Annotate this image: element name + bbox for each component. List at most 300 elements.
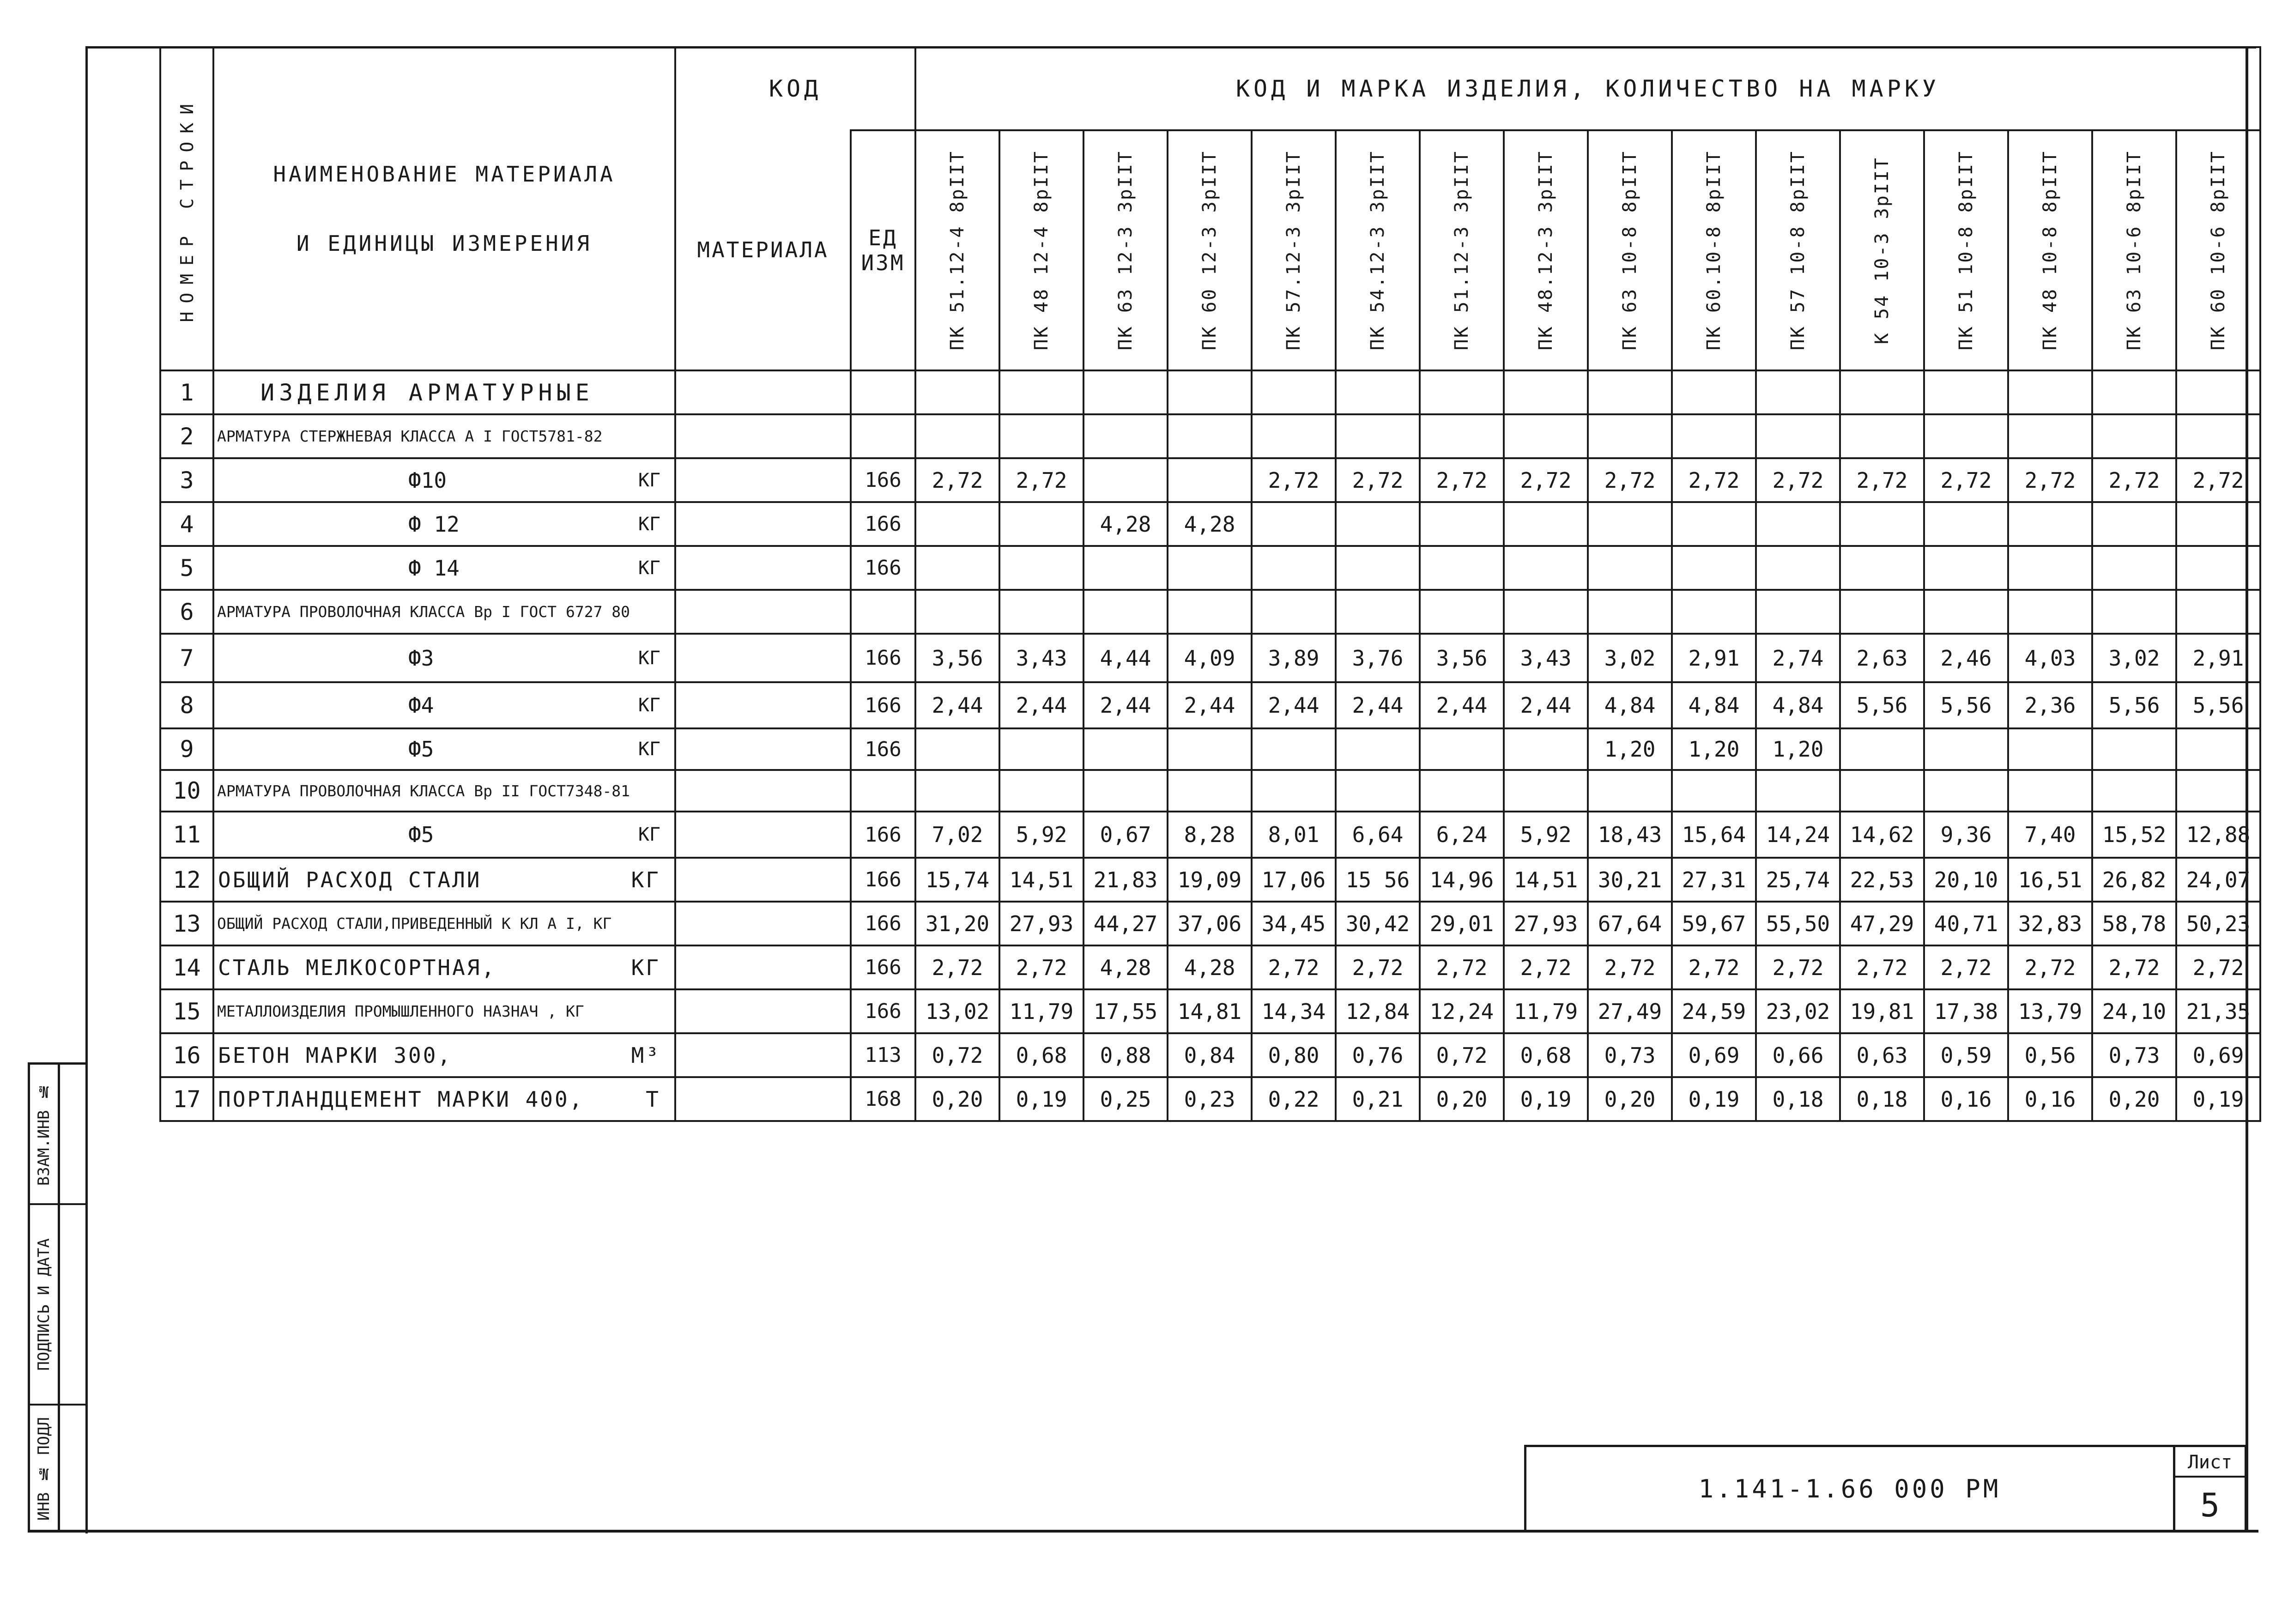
quantity-cell	[1420, 502, 1504, 546]
quantity-cell: 0,68	[999, 1033, 1083, 1077]
document-code: 1.141-1.66 000 РМ	[1698, 1474, 2001, 1503]
quantity-cell: 0,59	[1924, 1033, 2008, 1077]
row-number: 15	[160, 989, 213, 1033]
product-header-9	[1588, 130, 1672, 370]
quantity-cell: 8,01	[1252, 812, 1336, 858]
diameter: Ф3	[408, 645, 434, 671]
quantity-cell: 27,31	[1672, 858, 1756, 902]
table-row	[160, 989, 2260, 1033]
quantity-cell: 0,66	[1756, 1033, 1840, 1077]
sheet-number: 5	[2200, 1486, 2220, 1524]
quantity-cell	[2092, 590, 2176, 634]
material-code-cell	[675, 458, 851, 502]
product-name: ПК 60 10-6 8рIIТ	[2208, 150, 2229, 351]
unit: КГ	[631, 867, 660, 892]
product-header-4	[1168, 130, 1252, 370]
material-name: БЕТОН МАРКИ 300,	[218, 1042, 453, 1068]
quantity-cell: 24,10	[2092, 989, 2176, 1033]
product-header-10	[1672, 130, 1756, 370]
name-header-line1: НАИМЕНОВАНИЕ МАТЕРИАЛА	[273, 162, 616, 187]
quantity-cell: 16,51	[2008, 858, 2092, 902]
product-header-15	[2092, 130, 2176, 370]
quantity-cell: 2,72	[1420, 945, 1504, 989]
quantity-cell	[915, 370, 999, 414]
quantity-cell: 2,44	[1252, 682, 1336, 728]
quantity-cell: 0,20	[1588, 1077, 1672, 1121]
table-row	[160, 858, 2260, 902]
quantity-cell: 2,44	[1420, 682, 1504, 728]
quantity-cell	[1924, 728, 2008, 770]
quantity-cell: 2,72	[2008, 945, 2092, 989]
quantity-cell: 0,56	[2008, 1033, 2092, 1077]
unit-code-cell: 166	[851, 728, 915, 770]
section-title: ИЗДЕЛИЯ АРМАТУРНЫЕ	[260, 379, 594, 406]
quantity-cell	[1756, 414, 1840, 458]
row-number: 1	[160, 370, 213, 414]
material-name-cell	[213, 370, 675, 414]
material-code-cell	[675, 770, 851, 812]
unit-header-line1: ЕД	[868, 225, 898, 250]
quantity-cell	[1756, 502, 1840, 546]
quantity-cell: 13,02	[915, 989, 999, 1033]
quantity-cell	[1252, 414, 1336, 458]
quantity-cell: 23,02	[1756, 989, 1840, 1033]
material-code-cell	[675, 1077, 851, 1121]
quantity-cell	[1252, 546, 1336, 590]
quantity-cell	[1756, 770, 1840, 812]
quantity-cell	[1336, 590, 1420, 634]
material-name-cell	[213, 770, 675, 812]
quantity-cell: 24,59	[1672, 989, 1756, 1033]
quantity-cell	[1420, 414, 1504, 458]
unit: КГ	[638, 824, 660, 845]
unit-code-cell	[851, 370, 915, 414]
quantity-cell	[1924, 414, 2008, 458]
row-number: 8	[160, 682, 213, 728]
unit-header	[851, 130, 915, 370]
product-header-16	[2176, 130, 2260, 370]
quantity-cell: 0,73	[2092, 1033, 2176, 1077]
quantity-cell	[915, 728, 999, 770]
unit-code-cell: 166	[851, 858, 915, 902]
quantity-cell: 0,16	[1924, 1077, 2008, 1121]
quantity-cell	[1083, 370, 1168, 414]
quantity-cell: 2,72	[915, 458, 999, 502]
quantity-cell: 27,93	[1504, 902, 1588, 945]
quantity-cell: 2,44	[999, 682, 1083, 728]
quantity-cell: 0,22	[1252, 1077, 1336, 1121]
material-name-cell	[213, 1033, 675, 1077]
quantity-cell: 44,27	[1083, 902, 1168, 945]
quantity-cell	[1252, 728, 1336, 770]
row-number: 2	[160, 414, 213, 458]
diameter: Ф 12	[408, 511, 460, 537]
quantity-cell	[2092, 546, 2176, 590]
side-replace-inv	[30, 1065, 58, 1203]
quantity-cell	[1252, 770, 1336, 812]
quantity-cell: 5,56	[1924, 682, 2008, 728]
quantity-cell	[1336, 770, 1420, 812]
quantity-cell: 2,72	[1840, 458, 1924, 502]
quantity-cell: 0,88	[1083, 1033, 1168, 1077]
quantity-cell	[915, 770, 999, 812]
unit-code-cell: 166	[851, 812, 915, 858]
material-code-cell	[675, 590, 851, 634]
table-row	[160, 502, 2260, 546]
material-code-subheader	[675, 130, 851, 370]
quantity-cell	[1756, 370, 1840, 414]
quantity-cell: 15,74	[915, 858, 999, 902]
diameter: Ф4	[408, 693, 434, 718]
side-inv-original	[30, 1406, 58, 1533]
document-code-stamp	[1524, 1445, 2175, 1533]
quantity-cell: 2,72	[1252, 458, 1336, 502]
quantity-cell: 2,72	[1252, 945, 1336, 989]
quantity-cell: 3,43	[999, 634, 1083, 682]
quantity-cell	[1588, 502, 1672, 546]
product-header-12	[1840, 130, 1924, 370]
quantity-cell: 3,76	[1336, 634, 1420, 682]
quantity-cell: 3,02	[1588, 634, 1672, 682]
quantity-cell	[2008, 728, 2092, 770]
material-name: ОБЩИЙ РАСХОД СТАЛИ,ПРИВЕДЕННЫЙ К КЛ А I, КГ	[217, 915, 612, 933]
row-number: 3	[160, 458, 213, 502]
quantity-cell: 59,67	[1672, 902, 1756, 945]
table-row	[160, 682, 2260, 728]
quantity-cell: 14,24	[1756, 812, 1840, 858]
quantity-cell	[1168, 770, 1252, 812]
quantity-cell: 2,36	[2008, 682, 2092, 728]
quantity-cell	[2176, 728, 2260, 770]
quantity-cell	[999, 546, 1083, 590]
material-name-cell	[213, 728, 675, 770]
unit: М³	[631, 1042, 660, 1068]
quantity-cell: 18,43	[1588, 812, 1672, 858]
quantity-cell	[999, 414, 1083, 458]
quantity-cell	[1252, 502, 1336, 546]
quantity-cell: 0,19	[2176, 1077, 2260, 1121]
quantity-cell: 17,55	[1083, 989, 1168, 1033]
quantity-cell: 1,20	[1672, 728, 1756, 770]
product-header-2	[999, 130, 1083, 370]
quantity-cell: 0,19	[999, 1077, 1083, 1121]
row-number-header	[160, 47, 213, 370]
material-code-cell	[675, 858, 851, 902]
quantity-cell	[999, 590, 1083, 634]
side-stamp	[28, 1062, 85, 1533]
unit-code-cell: 166	[851, 902, 915, 945]
material-name-cell	[213, 634, 675, 682]
material-code-cell	[675, 502, 851, 546]
unit-code-cell: 166	[851, 945, 915, 989]
product-name: ПК 48 10-8 8рIIТ	[2040, 150, 2061, 351]
quantity-cell: 2,72	[1588, 458, 1672, 502]
quantity-cell: 2,72	[999, 458, 1083, 502]
quantity-cell: 2,72	[1840, 945, 1924, 989]
table-row	[160, 770, 2260, 812]
side-signature-date-text: ПОДПИСЬ И ДАТА	[35, 1238, 53, 1371]
quantity-cell: 0,19	[1672, 1077, 1756, 1121]
quantity-cell	[2092, 770, 2176, 812]
quantity-cell: 26,82	[2092, 858, 2176, 902]
quantity-cell: 2,72	[1504, 458, 1588, 502]
quantity-cell	[2008, 770, 2092, 812]
material-name-cell	[213, 989, 675, 1033]
quantity-cell: 29,01	[1420, 902, 1504, 945]
quantity-cell: 0,76	[1336, 1033, 1420, 1077]
quantity-cell	[1588, 414, 1672, 458]
material-name: МЕТАЛЛОИЗДЕЛИЯ ПРОМЫШЛЕННОГО НАЗНАЧ , КГ	[217, 1002, 584, 1020]
quantity-cell: 2,72	[1924, 458, 2008, 502]
quantity-cell: 4,84	[1756, 682, 1840, 728]
quantity-cell	[1083, 590, 1168, 634]
quantity-cell	[1336, 728, 1420, 770]
quantity-cell: 0,68	[1504, 1033, 1588, 1077]
quantity-cell: 55,50	[1756, 902, 1840, 945]
material-code-cell	[675, 370, 851, 414]
quantity-cell	[1588, 770, 1672, 812]
sheet-label-divider	[2175, 1476, 2245, 1478]
quantity-cell: 11,79	[1504, 989, 1588, 1033]
row-number: 17	[160, 1077, 213, 1121]
quantity-cell: 0,20	[1420, 1077, 1504, 1121]
material-name-cell	[213, 1077, 675, 1121]
quantity-cell	[1336, 414, 1420, 458]
quantity-cell	[999, 728, 1083, 770]
quantity-cell: 14,81	[1168, 989, 1252, 1033]
quantity-cell	[1840, 770, 1924, 812]
quantity-cell: 2,44	[1504, 682, 1588, 728]
quantity-cell	[1672, 590, 1756, 634]
quantity-cell: 31,20	[915, 902, 999, 945]
quantity-cell	[1840, 502, 1924, 546]
quantity-cell	[1168, 590, 1252, 634]
unit: КГ	[638, 739, 660, 760]
quantity-cell: 4,28	[1083, 945, 1168, 989]
quantity-cell: 67,64	[1588, 902, 1672, 945]
quantity-cell: 0,72	[915, 1033, 999, 1077]
product-header-3	[1083, 130, 1168, 370]
quantity-cell: 9,36	[1924, 812, 2008, 858]
quantity-cell: 0,69	[1672, 1033, 1756, 1077]
quantity-cell	[2092, 370, 2176, 414]
material-name-cell	[213, 458, 675, 502]
quantity-cell: 5,56	[1840, 682, 1924, 728]
material-code-cell	[675, 1033, 851, 1077]
quantity-cell	[1168, 370, 1252, 414]
quantity-cell: 14,62	[1840, 812, 1924, 858]
quantity-cell: 2,91	[2176, 634, 2260, 682]
table-row	[160, 728, 2260, 770]
quantity-cell	[1504, 728, 1588, 770]
quantity-cell	[2092, 728, 2176, 770]
quantity-cell	[1504, 546, 1588, 590]
quantity-cell: 3,89	[1252, 634, 1336, 682]
material-name: ОБЩИЙ РАСХОД СТАЛИ	[218, 867, 482, 892]
quantity-cell	[1924, 770, 2008, 812]
quantity-cell: 14,96	[1420, 858, 1504, 902]
quantity-cell: 4,84	[1588, 682, 1672, 728]
quantity-cell: 2,91	[1672, 634, 1756, 682]
table-row	[160, 945, 2260, 989]
quantity-cell: 2,72	[2092, 458, 2176, 502]
material-code-cell	[675, 634, 851, 682]
product-header-11	[1756, 130, 1840, 370]
quantity-cell	[1840, 370, 1924, 414]
quantity-cell: 2,72	[2176, 458, 2260, 502]
quantity-cell: 19,09	[1168, 858, 1252, 902]
quantity-cell	[1420, 370, 1504, 414]
quantity-cell	[2008, 502, 2092, 546]
unit-code-cell: 166	[851, 682, 915, 728]
quantity-cell: 0,80	[1252, 1033, 1336, 1077]
row-number: 7	[160, 634, 213, 682]
quantity-cell: 5,56	[2176, 682, 2260, 728]
material-name-cell	[213, 502, 675, 546]
table-row	[160, 458, 2260, 502]
quantity-cell: 21,83	[1083, 858, 1168, 902]
row-number: 16	[160, 1033, 213, 1077]
quantity-cell: 2,72	[1756, 458, 1840, 502]
quantity-cell: 0,69	[2176, 1033, 2260, 1077]
quantity-cell	[999, 370, 1083, 414]
quantity-cell	[1168, 414, 1252, 458]
material-name: АРМАТУРА ПРОВОЛОЧНАЯ КЛАССА Вр I ГОСТ 6727 80	[217, 603, 630, 621]
quantity-cell: 4,28	[1168, 945, 1252, 989]
table-row	[160, 902, 2260, 945]
quantity-cell	[2176, 414, 2260, 458]
quantity-cell: 11,79	[999, 989, 1083, 1033]
unit-code-cell: 166	[851, 989, 915, 1033]
table-row	[160, 590, 2260, 634]
quantity-cell	[1924, 590, 2008, 634]
product-header-8	[1504, 130, 1588, 370]
material-name-cell	[213, 590, 675, 634]
quantity-cell: 0,63	[1840, 1033, 1924, 1077]
quantity-cell	[1168, 546, 1252, 590]
quantity-cell	[1420, 546, 1504, 590]
quantity-cell: 25,74	[1756, 858, 1840, 902]
quantity-cell	[2092, 414, 2176, 458]
material-name-cell	[213, 902, 675, 945]
quantity-cell: 4,44	[1083, 634, 1168, 682]
quantity-cell: 37,06	[1168, 902, 1252, 945]
quantity-cell	[1924, 370, 2008, 414]
products-header	[915, 47, 2260, 130]
quantity-cell	[915, 590, 999, 634]
quantity-cell: 2,44	[1083, 682, 1168, 728]
material-name-cell	[213, 858, 675, 902]
quantity-cell: 0,18	[1756, 1077, 1840, 1121]
material-code-cell	[675, 728, 851, 770]
quantity-cell: 2,44	[1168, 682, 1252, 728]
quantity-cell	[1168, 458, 1252, 502]
quantity-cell: 2,72	[2176, 945, 2260, 989]
quantity-cell	[1504, 590, 1588, 634]
quantity-cell: 22,53	[1840, 858, 1924, 902]
side-replace-inv-text: ВЗАМ.ИНВ №	[35, 1082, 53, 1186]
quantity-cell: 21,35	[2176, 989, 2260, 1033]
quantity-cell	[1588, 370, 1672, 414]
quantity-cell	[1840, 728, 1924, 770]
material-name: АРМАТУРА ПРОВОЛОЧНАЯ КЛАССА Вр II ГОСТ7348-81	[217, 782, 630, 800]
quantity-cell: 14,51	[1504, 858, 1588, 902]
product-name: ПК 51 10-8 8рIIТ	[1955, 150, 1977, 351]
quantity-cell: 4,09	[1168, 634, 1252, 682]
row-number: 9	[160, 728, 213, 770]
side-signature-date	[30, 1205, 58, 1404]
quantity-cell: 0,72	[1420, 1033, 1504, 1077]
row-number: 13	[160, 902, 213, 945]
row-number: 11	[160, 812, 213, 858]
quantity-cell	[1420, 590, 1504, 634]
product-header-7	[1420, 130, 1504, 370]
quantity-cell	[999, 770, 1083, 812]
row-number: 5	[160, 546, 213, 590]
material-code-cell	[675, 812, 851, 858]
quantity-cell: 24,07	[2176, 858, 2260, 902]
product-header-6	[1336, 130, 1420, 370]
unit: КГ	[638, 469, 660, 491]
quantity-cell	[915, 546, 999, 590]
row-number: 12	[160, 858, 213, 902]
unit-code-cell	[851, 414, 915, 458]
table-row	[160, 1033, 2260, 1077]
unit: КГ	[638, 695, 660, 716]
product-name: К 54 10-3 3рIIТ	[1871, 156, 1893, 345]
material-name-cell	[213, 546, 675, 590]
quantity-cell	[999, 502, 1083, 546]
quantity-cell: 4,84	[1672, 682, 1756, 728]
quantity-cell	[1588, 590, 1672, 634]
quantity-cell	[915, 502, 999, 546]
material-code-cell	[675, 682, 851, 728]
quantity-cell: 0,16	[2008, 1077, 2092, 1121]
quantity-cell: 3,43	[1504, 634, 1588, 682]
material-code-cell	[675, 546, 851, 590]
quantity-cell	[1840, 590, 1924, 634]
quantity-cell	[1083, 770, 1168, 812]
diameter: Ф5	[408, 822, 434, 847]
quantity-cell: 5,92	[999, 812, 1083, 858]
quantity-cell	[1336, 370, 1420, 414]
quantity-cell: 3,56	[1420, 634, 1504, 682]
quantity-cell	[1083, 414, 1168, 458]
quantity-cell	[1672, 502, 1756, 546]
quantity-cell	[2008, 590, 2092, 634]
quantity-cell: 0,25	[1083, 1077, 1168, 1121]
quantity-cell: 3,02	[2092, 634, 2176, 682]
quantity-cell: 50,23	[2176, 902, 2260, 945]
material-name-cell	[213, 945, 675, 989]
quantity-cell: 15 56	[1336, 858, 1420, 902]
product-name: ПК 63 10-8 8рIIТ	[1619, 150, 1640, 351]
quantity-cell: 2,72	[1672, 458, 1756, 502]
product-header-1	[915, 130, 999, 370]
quantity-cell: 12,84	[1336, 989, 1420, 1033]
quantity-cell: 0,20	[915, 1077, 999, 1121]
side-inv-original-text: ИНВ № ПОДЛ	[35, 1417, 53, 1521]
quantity-cell: 2,72	[999, 945, 1083, 989]
quantity-cell	[1588, 546, 1672, 590]
quantity-cell: 12,24	[1420, 989, 1504, 1033]
quantity-cell: 2,44	[915, 682, 999, 728]
quantity-cell	[2176, 770, 2260, 812]
quantity-cell: 2,72	[2092, 945, 2176, 989]
quantity-cell: 2,72	[1756, 945, 1840, 989]
quantity-cell: 15,52	[2092, 812, 2176, 858]
quantity-cell	[1672, 370, 1756, 414]
